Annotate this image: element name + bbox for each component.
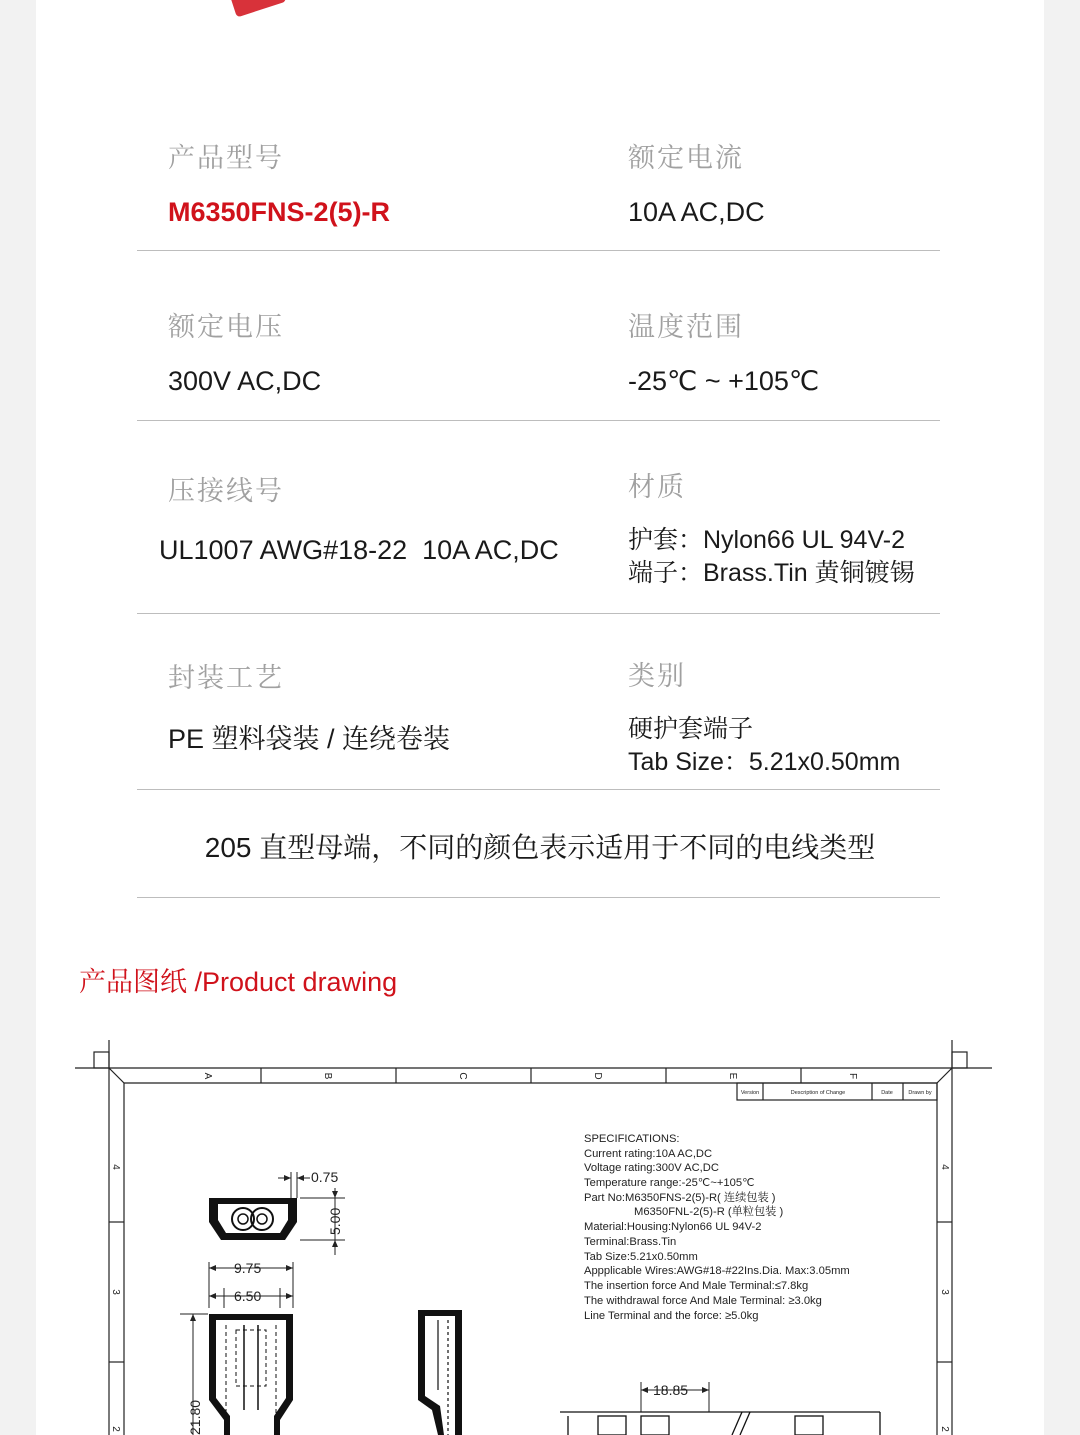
grid-col-label: B <box>322 1072 333 1080</box>
grid-col-label: E <box>727 1072 738 1080</box>
grid-col-label: C <box>457 1072 468 1080</box>
dimension-label: 6.50 <box>234 1288 262 1304</box>
drawing-spec-line: Part No:M6350FNS-2(5)-R( 连续包装 ) <box>584 1192 776 1204</box>
drawing-spec-line: The insertion force And Male Terminal:≤7.8kg <box>584 1280 809 1292</box>
spec-value-line: 硬护套端子 <box>628 715 754 743</box>
dimension-label: 21.80 <box>187 1399 203 1435</box>
drawing-spec-line: Tab Size:5.21x0.50mm <box>584 1251 698 1263</box>
grid-col-label: D <box>592 1072 603 1080</box>
spec-value-line: 端子：Brass.Tin 黄铜镀锡 <box>628 559 915 587</box>
terminal-side-view <box>418 1310 462 1435</box>
revision-header: Description of Change <box>790 1090 846 1096</box>
drawing-spec-line: Line Terminal and the force: ≥5.0kg <box>584 1310 759 1322</box>
grid-row-label: 4 <box>110 1164 121 1170</box>
terminal-top-view <box>209 1314 293 1435</box>
model-number: M6350FNS-2(5)-R <box>168 197 391 227</box>
grid-row-label: 3 <box>110 1289 121 1295</box>
drawing-spec-line: SPECIFICATIONS: <box>584 1133 680 1145</box>
grid-row-label: 2 <box>939 1426 950 1432</box>
spec-value: UL1007 AWG#18-22 10A AC,DC <box>159 535 559 565</box>
drawing-spec-line: Terminal:Brass.Tin <box>584 1236 677 1248</box>
color-note: 205 直型母端，不同的颜色表示适用于不同的电线类型 <box>204 832 876 863</box>
frame-corner-mark <box>94 1052 109 1068</box>
dimension-label: 18.85 <box>653 1382 689 1398</box>
spec-value: 10A AC,DC <box>628 197 765 227</box>
dimension-label: 5.00 <box>327 1207 343 1235</box>
section-title: 产品图纸 /Product drawing <box>79 967 398 997</box>
spec-label: 封装工艺 <box>168 663 284 693</box>
spec-label: 压接线号 <box>168 476 284 506</box>
drawing-spec-line: Temperature range:-25℃~+105℃ <box>584 1177 755 1189</box>
drawing-spec-line: Appplicable Wires:AWG#18-#22Ins.Dia. Max:3.05mm <box>584 1265 850 1277</box>
spec-label: 温度范围 <box>628 312 744 342</box>
spec-label: 额定电压 <box>168 312 284 342</box>
revision-header: Drawn by <box>908 1090 932 1096</box>
drawing-spec-line: Current rating:10A AC,DC <box>584 1148 713 1160</box>
revision-header: Version <box>740 1090 760 1096</box>
drawing-spec-line: Voltage rating:300V AC,DC <box>584 1162 719 1174</box>
frame-corner-mark <box>952 1052 967 1068</box>
dimension-label: 9.75 <box>234 1260 262 1276</box>
spec-label: 产品型号 <box>168 143 284 173</box>
spec-value: PE 塑料袋装 / 连绕卷装 <box>168 724 451 754</box>
spec-label: 额定电流 <box>628 143 744 173</box>
reel-strip-view <box>560 1412 880 1435</box>
spec-value: -25℃ ~ +105℃ <box>628 366 820 396</box>
grid-col-label: F <box>847 1072 858 1080</box>
revision-header: Date <box>881 1090 893 1096</box>
drawing-spec-line: Material:Housing:Nylon66 UL 94V-2 <box>584 1221 762 1233</box>
spec-value-line: 护套：Nylon66 UL 94V-2 <box>628 526 905 554</box>
grid-row-label: 4 <box>939 1164 950 1170</box>
grid-col-label: A <box>202 1072 213 1080</box>
grid-row-label: 2 <box>110 1426 121 1432</box>
drawing-spec-line: The withdrawal force And Male Terminal: ≥3.0kg <box>584 1295 822 1307</box>
spec-value-line: Tab Size：5.21x0.50mm <box>628 748 901 776</box>
grid-row-label: 3 <box>939 1289 950 1295</box>
spec-value: 300V AC,DC <box>168 366 322 396</box>
terminal-end-view <box>209 1198 297 1240</box>
dimension-label: 0.75 <box>311 1169 339 1185</box>
spec-label: 材质 <box>628 472 686 502</box>
drawing-spec-line: M6350FNL-2(5)-R (单粒包装 ) <box>634 1206 784 1218</box>
spec-label: 类别 <box>628 661 686 691</box>
